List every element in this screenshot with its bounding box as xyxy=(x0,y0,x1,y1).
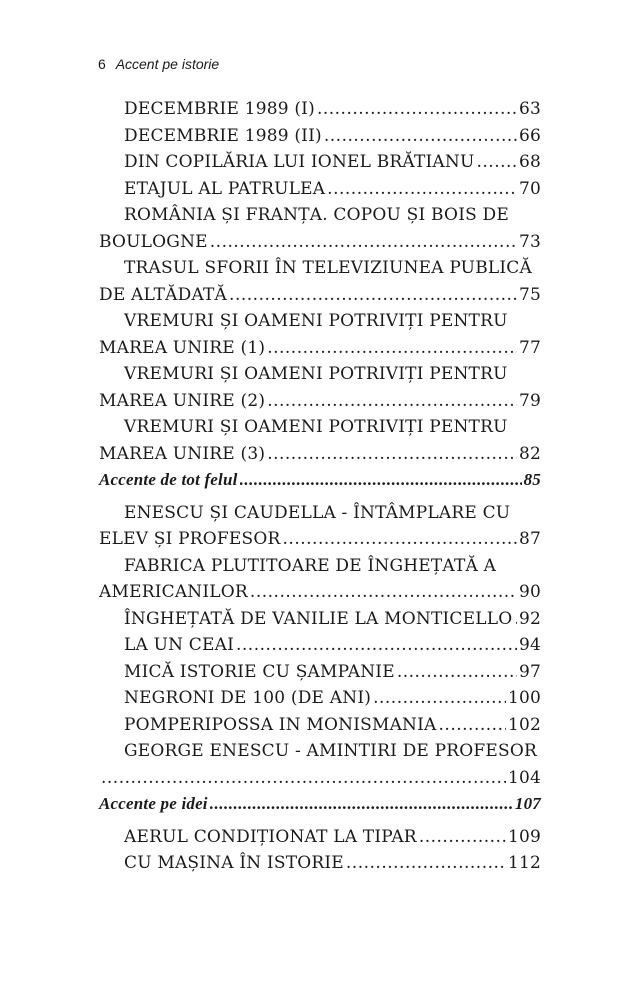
toc-line xyxy=(99,123,541,150)
page-number: 6 xyxy=(98,56,106,72)
dot-leader xyxy=(346,850,506,877)
toc-page-number: 77 xyxy=(518,337,541,358)
toc-entry xyxy=(99,659,541,686)
toc-entry xyxy=(99,850,541,877)
toc-entry-title: AMERICANILOR xyxy=(99,582,248,602)
toc-page-number: 73 xyxy=(518,231,541,252)
dot-leader xyxy=(373,685,506,712)
toc-line xyxy=(99,335,541,362)
toc-entry-title: AERUL CONDIȚIONAT LA TIPAR xyxy=(124,826,417,847)
toc-line xyxy=(99,685,541,712)
dot-leader xyxy=(439,712,506,739)
toc-line xyxy=(99,255,541,282)
dot-leader xyxy=(317,96,517,123)
toc-page-number: 90 xyxy=(518,582,541,602)
dot-leader xyxy=(324,123,517,150)
toc-entry-title: POMPERIPOSSA IN MONISMANIA xyxy=(124,714,437,735)
toc-entry-title: NEGRONI DE 100 (DE ANI) xyxy=(124,688,372,708)
toc-page-number: 109 xyxy=(507,826,541,847)
toc-entry-title: TRASUL SFORII ÎN TELEVIZIUNEA PUBLICĂ xyxy=(124,258,532,278)
toc-entry-title: ENESCU ȘI CAUDELLA - ÎNTÂMPLARE CU xyxy=(124,502,511,523)
toc-page-number: 85 xyxy=(523,470,541,489)
toc-entry xyxy=(99,361,541,414)
toc-page-number: 66 xyxy=(518,125,541,146)
dot-leader xyxy=(327,176,517,203)
toc-entry xyxy=(99,176,541,203)
toc-line xyxy=(99,149,541,176)
toc-entry xyxy=(99,824,541,851)
toc-entry xyxy=(99,500,541,553)
toc-line xyxy=(99,526,541,553)
toc-line xyxy=(99,308,541,335)
toc-entry xyxy=(99,738,541,791)
toc-line xyxy=(99,441,541,468)
toc-line xyxy=(99,361,541,388)
dot-leader xyxy=(210,229,517,256)
toc-page-number: 63 xyxy=(518,99,541,119)
toc-page-number: 87 xyxy=(518,529,541,549)
toc-entry-title: CU MAȘINA ÎN ISTORIE xyxy=(124,853,344,873)
toc-page-number: 94 xyxy=(518,635,541,655)
toc-entry xyxy=(99,255,541,308)
toc-entry xyxy=(99,712,541,739)
toc-line xyxy=(99,176,541,203)
toc-line xyxy=(99,738,541,765)
toc-entry-title: ÎNGHEȚATĂ DE VANILIE LA MONTICELLO xyxy=(124,608,513,629)
toc-entry-title: GEORGE ENESCU - AMINTIRI DE PROFESOR xyxy=(124,741,538,761)
running-title: Accent pe istorie xyxy=(115,56,220,72)
toc-entry-title: MAREA UNIRE (1) xyxy=(99,337,266,358)
toc-line xyxy=(99,229,541,256)
toc-line xyxy=(99,414,541,441)
table-of-contents xyxy=(99,96,541,877)
toc-line xyxy=(99,850,541,877)
toc-page-number: 112 xyxy=(507,853,541,873)
dot-leader xyxy=(397,659,517,686)
dot-leader xyxy=(514,606,517,633)
toc-entry-title: ETAJUL AL PATRULEA xyxy=(124,178,326,199)
dot-leader xyxy=(419,824,506,851)
toc-page-number: 100 xyxy=(507,688,541,708)
toc-page-number: 102 xyxy=(507,714,541,735)
toc-line xyxy=(99,632,541,659)
toc-entry-title: ROMÂNIA ȘI FRANȚA. COPOU ȘI BOIS DE xyxy=(124,205,509,225)
dot-leader xyxy=(229,282,517,309)
toc-entry-title: VREMURI ȘI OAMENI POTRIVIȚI PENTRU xyxy=(124,417,508,437)
toc-section-heading xyxy=(99,467,541,494)
toc-line xyxy=(99,606,541,633)
toc-line xyxy=(99,388,541,415)
toc-line xyxy=(99,553,541,580)
dot-leader xyxy=(267,335,517,362)
toc-line xyxy=(99,791,541,818)
toc-entry-title: MAREA UNIRE (2) xyxy=(99,390,266,411)
dot-leader xyxy=(240,467,522,494)
toc-page-number: 68 xyxy=(518,152,541,172)
toc-entry-title: DECEMBRIE 1989 (II) xyxy=(124,125,322,146)
toc-entry xyxy=(99,414,541,467)
toc-entry-title: Accente de tot felul xyxy=(99,470,238,489)
toc-page-number: 79 xyxy=(518,390,541,411)
dot-leader xyxy=(236,632,517,659)
running-header xyxy=(98,56,219,72)
toc-section-heading xyxy=(99,791,541,818)
toc-entry-title: Accente pe idei xyxy=(99,794,208,813)
toc-page-number: 97 xyxy=(518,661,541,682)
toc-page-number: 70 xyxy=(518,178,541,199)
toc-line xyxy=(99,765,541,792)
toc-entry-title: DECEMBRIE 1989 (I) xyxy=(124,99,315,119)
toc-entry xyxy=(99,553,541,606)
toc-line xyxy=(99,659,541,686)
toc-page-number: 82 xyxy=(518,443,541,464)
toc-entry-title: BOULOGNE xyxy=(99,231,208,252)
toc-line xyxy=(99,467,541,494)
toc-entry-title: DE ALTĂDATĂ xyxy=(99,284,228,305)
toc-line xyxy=(99,579,541,606)
toc-entry-title: MICĂ ISTORIE CU ȘAMPANIE xyxy=(124,661,395,682)
toc-entry-title: VREMURI ȘI OAMENI POTRIVIȚI PENTRU xyxy=(124,364,508,384)
dot-leader xyxy=(267,388,517,415)
toc-line xyxy=(99,202,541,229)
toc-page-number: 92 xyxy=(518,608,541,629)
dot-leader xyxy=(477,149,517,176)
dot-leader xyxy=(101,765,506,792)
toc-line xyxy=(99,96,541,123)
toc-line xyxy=(99,500,541,527)
toc-page-number: 107 xyxy=(514,794,541,813)
dot-leader xyxy=(283,526,517,553)
toc-entry-title: FABRICA PLUTITOARE DE ÎNGHEȚATĂ A xyxy=(124,555,497,576)
toc-line xyxy=(99,282,541,309)
toc-page-number: 104 xyxy=(507,767,541,788)
toc-entry xyxy=(99,308,541,361)
toc-entry xyxy=(99,123,541,150)
toc-entry xyxy=(99,96,541,123)
toc-entry xyxy=(99,632,541,659)
toc-line xyxy=(99,824,541,851)
toc-page-number: 75 xyxy=(518,284,541,305)
toc-entry-title: ELEV ȘI PROFESOR xyxy=(99,529,281,549)
toc-line xyxy=(99,712,541,739)
dot-leader xyxy=(250,579,517,606)
toc-entry xyxy=(99,149,541,176)
toc-entry xyxy=(99,606,541,633)
toc-entry xyxy=(99,202,541,255)
dot-leader xyxy=(210,791,513,818)
toc-entry xyxy=(99,685,541,712)
toc-entry-title: MAREA UNIRE (3) xyxy=(99,443,266,464)
dot-leader xyxy=(267,441,517,468)
toc-entry-title: VREMURI ȘI OAMENI POTRIVIȚI PENTRU xyxy=(124,311,508,331)
toc-entry-title: DIN COPILĂRIA LUI IONEL BRĂTIANU xyxy=(124,152,475,172)
toc-entry-title: LA UN CEAI xyxy=(124,635,234,655)
